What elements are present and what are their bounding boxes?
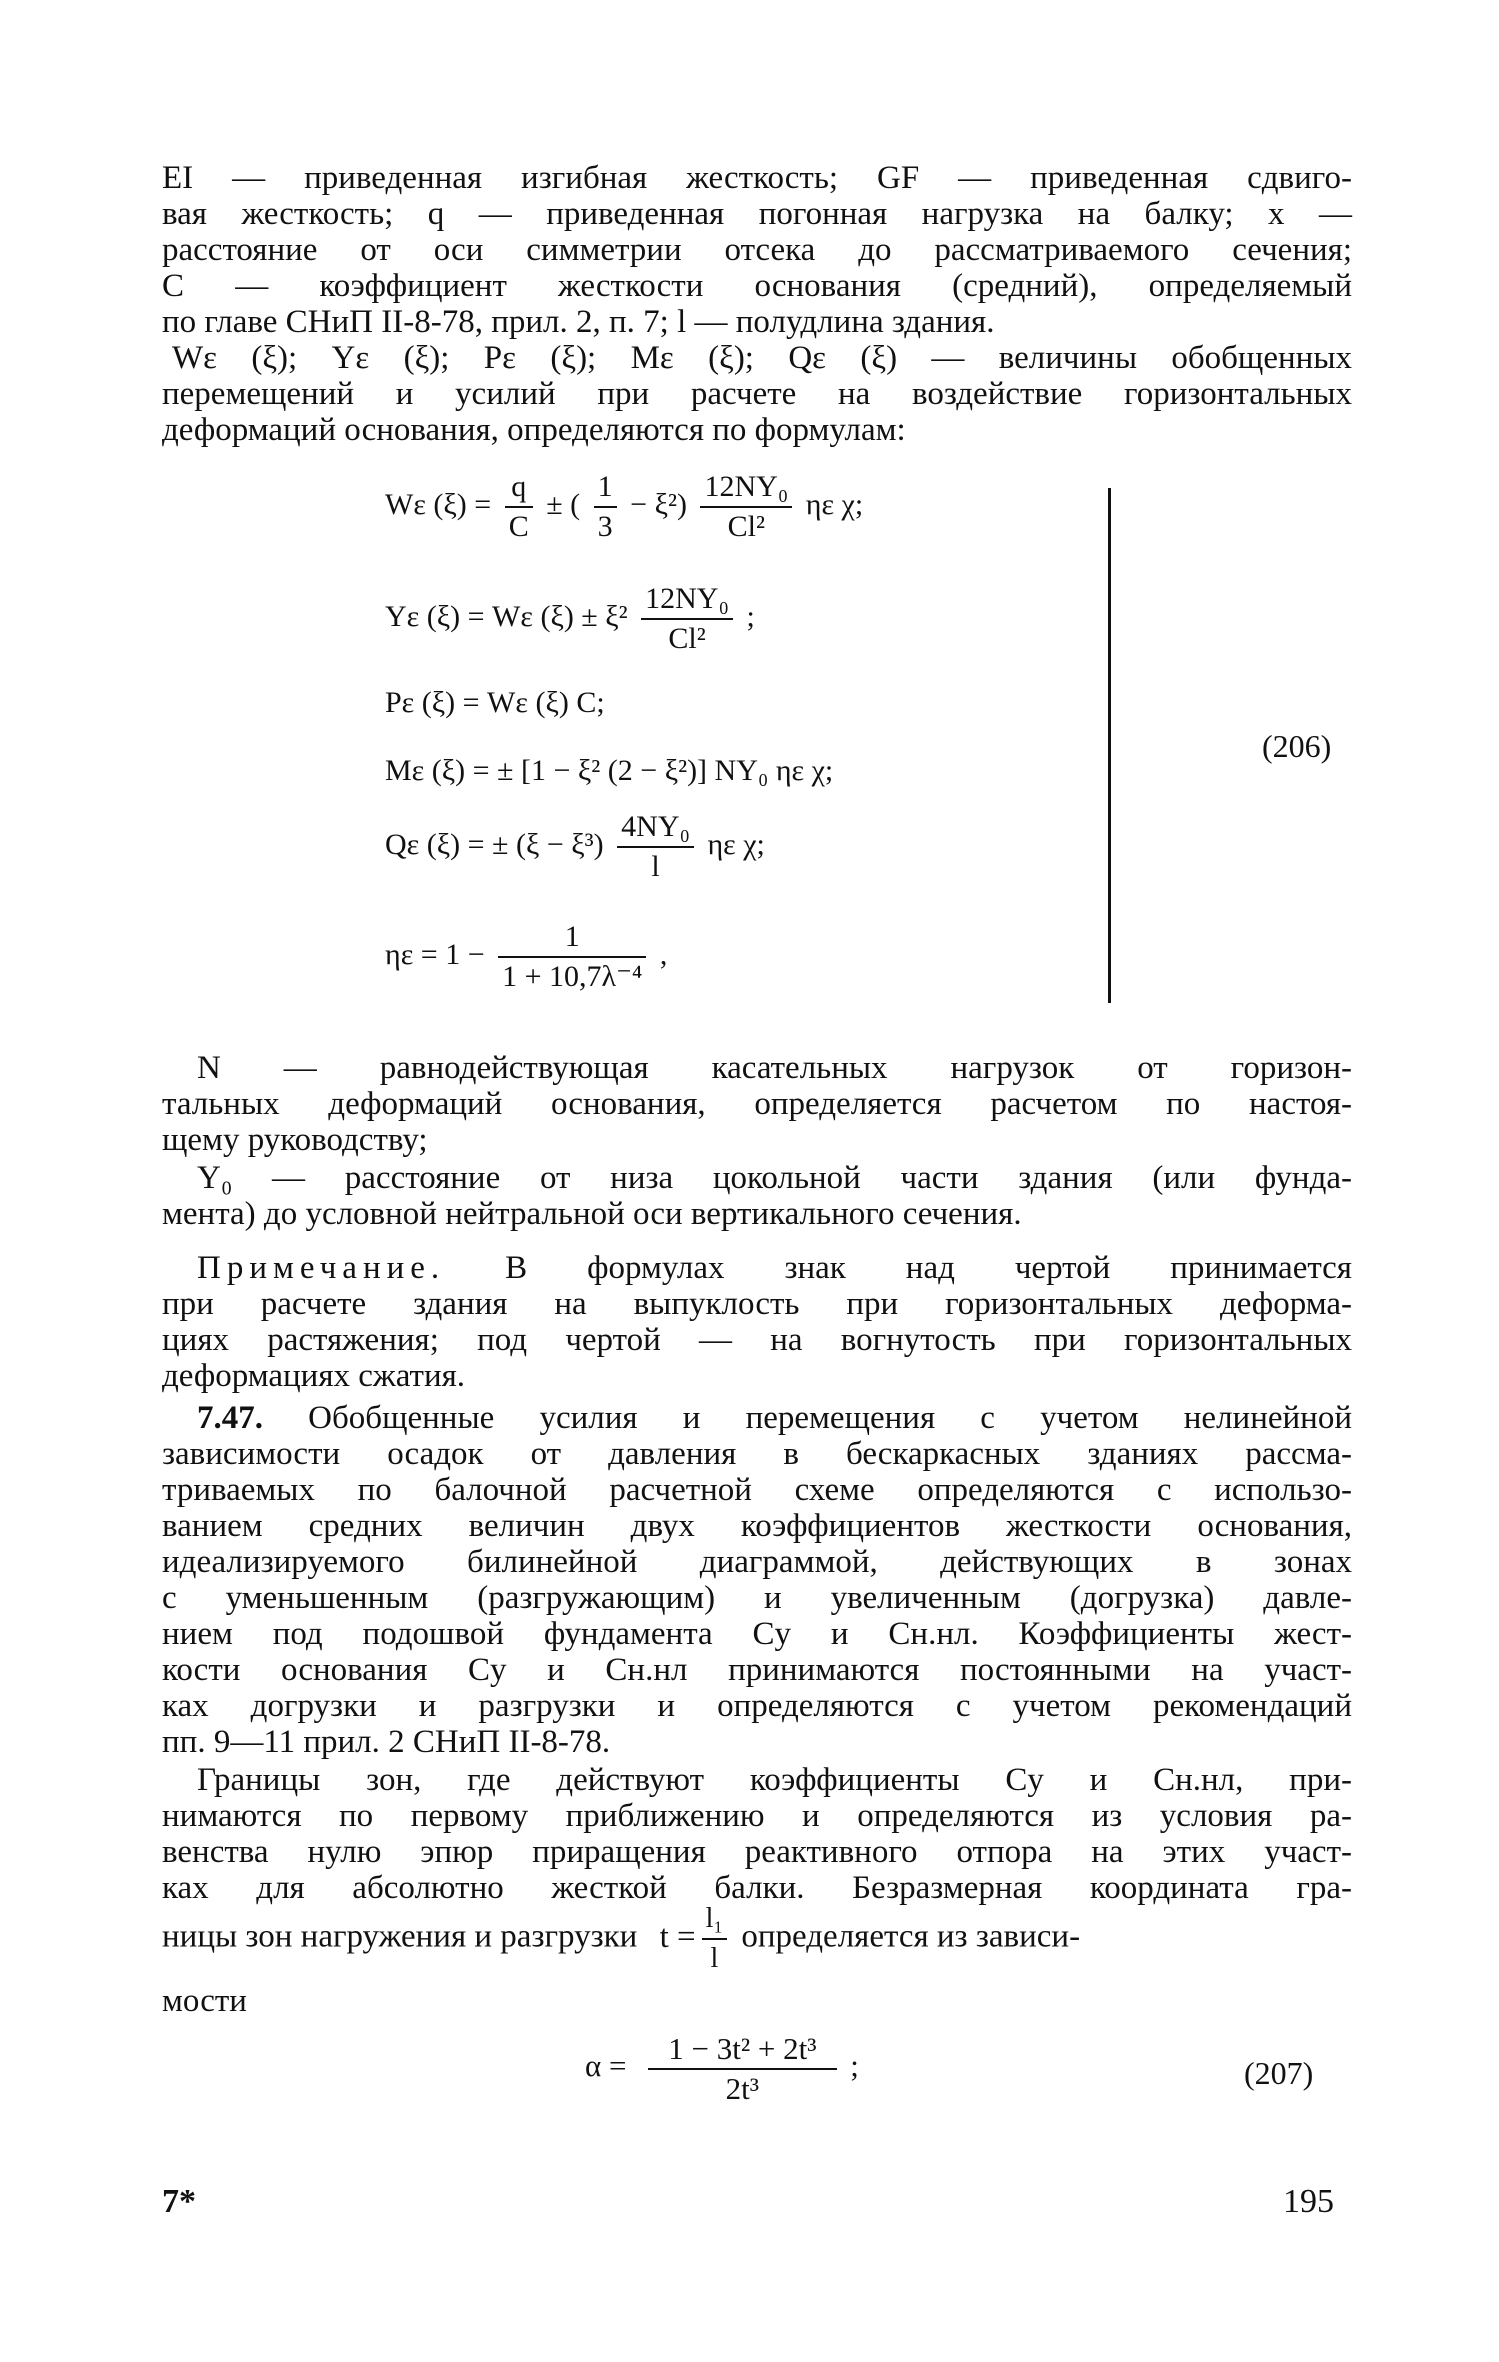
fraction — [702, 1900, 728, 1978]
formula-part: , — [659, 937, 668, 971]
fraction — [617, 808, 694, 886]
line-text: определяется из зависи- — [741, 1918, 1081, 1955]
text-line: кости основания Cy и Cн.нл принимаются постоянными на участ- — [162, 1652, 1352, 1688]
text-line: циях растяжения; под чертой — на вогнутость при горизонтальных — [162, 1322, 1352, 1358]
equation-number-206: (206) — [1262, 728, 1332, 764]
fraction — [505, 468, 533, 546]
numerator: 1 — [594, 468, 617, 508]
numerator: 12NY₀ — [700, 468, 792, 508]
text-line: венства нулю эпюр приращения реактивного отпора на этих участ- — [162, 1834, 1352, 1870]
formula-206 — [385, 468, 1125, 1013]
formula-y-line — [385, 580, 755, 658]
text-line: перемещений и усилий при расчете на воздействие горизонтальных — [162, 376, 1352, 412]
denominator: C — [508, 510, 529, 543]
text-line: Wε (ξ); Yε (ξ); Pε (ξ); Mε (ξ); Qε (ξ) — величины обобщенных — [172, 340, 1352, 376]
text-line: ках догрузки и разгрузки и определяются с учетом рекомендаций — [162, 1688, 1352, 1724]
formula-q-line — [385, 808, 765, 886]
text-line: EI — приведенная изгибная жесткость; GF — приведенная сдвиго- — [162, 160, 1352, 196]
formula-part: ± ( — [546, 487, 581, 521]
formula-207 — [585, 2030, 859, 2108]
section-7-47-paragraph — [162, 1400, 1352, 1760]
numerator: l₁ — [702, 1900, 728, 1940]
numerator: 12NY₀ — [641, 580, 733, 620]
line-text: ницы зон нагружения и разгрузки — [162, 1918, 638, 1955]
text-line: Границы зон, где действуют коэффициенты Cy и Cн.нл, при- — [197, 1762, 1352, 1798]
y0-definition-paragraph — [162, 1160, 1352, 1232]
formula-eta-line — [385, 918, 667, 996]
text-line: нием под подошвой фундамента Cy и Cн.нл. Коэффициенты жест- — [162, 1616, 1352, 1652]
text-line: расстояние от оси симметрии отсека до рассматриваемого сечения; — [162, 232, 1352, 268]
note-label: Примечание. — [197, 1250, 446, 1286]
definitions-paragraph — [162, 160, 1352, 340]
formula-part: ηε χ; — [805, 487, 864, 521]
text-line: Y₀ — расстояние от низа цокольной части здания (или фунда- — [197, 1160, 1352, 1196]
generalized-quantities-paragraph — [162, 340, 1352, 448]
text-line: мента) до условной нейтральной оси вертикального сечения. — [162, 1196, 1022, 1232]
denominator: l — [651, 850, 660, 883]
section-text: Обобщенные усилия и перемещения с учетом нелинейной — [263, 1400, 1352, 1436]
text-line: идеализируемого билинейной диаграммой, действующих в зонах — [162, 1544, 1352, 1580]
text-line: мости — [162, 1983, 247, 2019]
text-line: C — коэффициент жесткости основания (средний), определяемый — [162, 268, 1352, 304]
zone-boundaries-paragraph — [162, 1762, 1352, 1906]
denominator: l — [710, 1943, 719, 1974]
denominator: 1 + 10,7λ⁻⁴ — [502, 960, 643, 993]
denominator: Cl² — [668, 622, 706, 655]
text-line: по главе СНиП II-8-78, прил. 2, п. 7; l — полудлина здания. — [162, 304, 995, 340]
fraction — [498, 918, 646, 996]
text-line: щему руководству; — [162, 1122, 428, 1158]
text-line: триваемых по балочной расчетной схеме определяются с использо- — [162, 1472, 1352, 1508]
numerator: 1 — [498, 918, 646, 958]
text-line: при расчете здания на выпуклость при горизонтальных деформа- — [162, 1286, 1352, 1322]
text-line: N — равнодействующая касательных нагрузок от горизон- — [197, 1050, 1352, 1086]
formula-part: Wε (ξ) = — [385, 487, 492, 521]
formula-part: ηε χ; — [707, 827, 765, 861]
fraction — [594, 468, 617, 546]
formula-part: ; — [746, 599, 755, 633]
fraction — [641, 580, 733, 658]
text-line-with-fraction — [162, 1900, 1352, 1978]
formula-part: ηε = 1 − — [385, 937, 485, 971]
numerator: q — [505, 468, 533, 508]
signature-mark: 7* — [162, 2183, 196, 2220]
text-line: деформаций основания, определяются по формулам: — [162, 412, 906, 448]
numerator: 1 − 3t² + 2t³ — [648, 2030, 836, 2070]
fraction — [700, 468, 792, 546]
page-number: 195 — [1283, 2183, 1334, 2220]
text-line: пп. 9—11 прил. 2 СНиП II-8-78. — [162, 1724, 611, 1760]
text-line: тальных деформаций основания, определяется расчетом по настоя- — [162, 1086, 1352, 1122]
text-line: ванием средних величин двух коэффициентов жесткости основания, — [162, 1508, 1352, 1544]
formula-p-line: Pε (ξ) = Wε (ξ) C; — [385, 686, 605, 719]
formula-m-line: Mε (ξ) = ± [1 − ξ² (2 − ξ²)] NY₀ ηε χ; — [385, 754, 834, 787]
text-line — [162, 1250, 1352, 1286]
note-text: В формулах знак над чертой принимается — [445, 1250, 1352, 1286]
denominator: Cl² — [727, 510, 766, 543]
note-paragraph — [162, 1250, 1352, 1394]
text-line: с уменьшенным (разгружающим) и увеличенным (догрузка) давле- — [162, 1580, 1352, 1616]
denominator: 3 — [597, 510, 613, 543]
formula-part: t = — [659, 1918, 696, 1955]
formula-w-line — [385, 468, 863, 546]
section-number: 7.47. — [197, 1400, 263, 1436]
fraction — [648, 2030, 836, 2108]
denominator: 2t³ — [725, 2071, 760, 2106]
text-line: зависимости осадок от давления в бескаркасных зданиях рассма- — [162, 1436, 1352, 1472]
equation-number-207: (207) — [1244, 2055, 1314, 2091]
formula-part: α = — [585, 2048, 627, 2084]
text-line: нимаются по первому приближению и определяются из условия ра- — [162, 1798, 1352, 1834]
numerator: 4NY₀ — [617, 808, 694, 848]
n-definition-paragraph — [162, 1050, 1352, 1158]
formula-part: ; — [850, 2048, 859, 2084]
text-line: ках для абсолютно жесткой балки. Безразмерная координата гра- — [162, 1870, 1352, 1906]
text-line: вая жесткость; q — приведенная погонная нагрузка на балку; x — — [162, 196, 1352, 232]
formula-part: Yε (ξ) = Wε (ξ) ± ξ² — [385, 599, 628, 633]
formula-part: − ξ²) — [630, 487, 687, 521]
formula-brace — [1108, 488, 1127, 1003]
formula-part: Qε (ξ) = ± (ξ − ξ³) — [385, 827, 604, 861]
text-line — [162, 1400, 1352, 1436]
text-line: деформациях сжатия. — [162, 1358, 466, 1394]
